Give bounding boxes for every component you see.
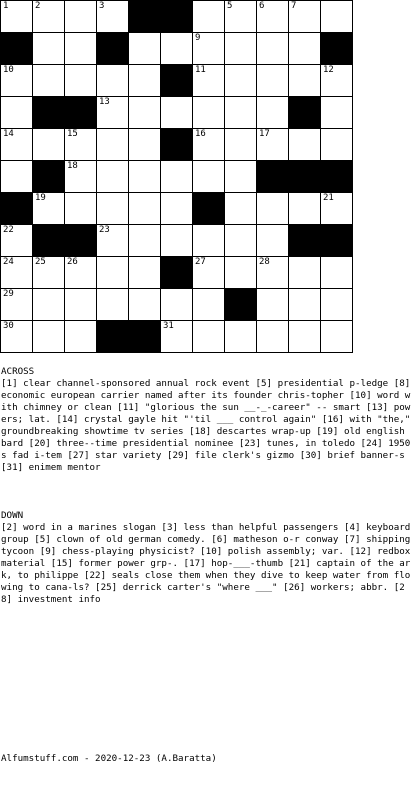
grid-block bbox=[129, 1, 161, 33]
grid-cell[interactable] bbox=[1, 161, 33, 193]
grid-cell[interactable] bbox=[225, 129, 257, 161]
grid-cell[interactable] bbox=[257, 289, 289, 321]
clue-number: 15 bbox=[67, 129, 78, 139]
grid-block bbox=[289, 161, 321, 193]
grid-block bbox=[257, 161, 289, 193]
grid-cell[interactable] bbox=[1, 257, 33, 289]
grid-cell[interactable] bbox=[289, 33, 321, 65]
grid-block bbox=[321, 225, 353, 257]
grid-cell[interactable] bbox=[129, 65, 161, 97]
clue-number: 6 bbox=[259, 1, 265, 11]
grid-block bbox=[289, 97, 321, 129]
grid-cell[interactable] bbox=[289, 289, 321, 321]
clue-number: 29 bbox=[3, 289, 14, 299]
grid-cell[interactable] bbox=[161, 97, 193, 129]
grid-cell[interactable] bbox=[129, 161, 161, 193]
grid-cell[interactable] bbox=[225, 257, 257, 289]
grid-cell[interactable] bbox=[1, 65, 33, 97]
clue-number: 24 bbox=[3, 257, 14, 267]
grid-cell[interactable] bbox=[321, 193, 353, 225]
grid-cell[interactable] bbox=[1, 129, 33, 161]
grid-cell[interactable] bbox=[321, 129, 353, 161]
grid-cell[interactable] bbox=[97, 257, 129, 289]
grid-cell[interactable] bbox=[33, 65, 65, 97]
grid-cell[interactable] bbox=[65, 257, 97, 289]
grid-cell[interactable] bbox=[225, 1, 257, 33]
grid-cell[interactable] bbox=[161, 321, 193, 353]
grid-cell[interactable] bbox=[257, 65, 289, 97]
grid-cell[interactable] bbox=[321, 97, 353, 129]
grid-cell[interactable] bbox=[193, 129, 225, 161]
grid-cell[interactable] bbox=[97, 289, 129, 321]
grid-cell[interactable] bbox=[193, 225, 225, 257]
grid-block bbox=[321, 33, 353, 65]
clue-number: 10 bbox=[3, 65, 14, 75]
grid-block bbox=[97, 321, 129, 353]
grid-cell[interactable] bbox=[193, 33, 225, 65]
grid-cell[interactable] bbox=[321, 257, 353, 289]
grid-cell[interactable] bbox=[161, 225, 193, 257]
clue-number: 21 bbox=[323, 193, 334, 203]
grid-cell[interactable] bbox=[225, 33, 257, 65]
grid-cell[interactable] bbox=[97, 193, 129, 225]
down-heading: DOWN bbox=[1, 510, 24, 521]
grid-block bbox=[33, 161, 65, 193]
grid-cell[interactable] bbox=[289, 65, 321, 97]
clue-number: 16 bbox=[195, 129, 206, 139]
grid-cell[interactable] bbox=[321, 1, 353, 33]
grid-cell[interactable] bbox=[225, 65, 257, 97]
grid-block bbox=[321, 161, 353, 193]
clue-number: 11 bbox=[195, 65, 206, 75]
grid-block bbox=[65, 225, 97, 257]
grid-cell[interactable] bbox=[257, 1, 289, 33]
grid-block bbox=[161, 65, 193, 97]
grid-cell[interactable] bbox=[65, 321, 97, 353]
clue-number: 26 bbox=[67, 257, 78, 267]
grid-block bbox=[33, 225, 65, 257]
clue-number: 1 bbox=[3, 1, 9, 11]
grid-block bbox=[97, 33, 129, 65]
grid-cell[interactable] bbox=[65, 33, 97, 65]
grid-cell[interactable] bbox=[257, 257, 289, 289]
clue-number: 14 bbox=[3, 129, 14, 139]
down-clues: [2] word in a marines slogan [3] less than helpful passengers [4] keyboard group [5] clown of old german comedy. [6] matheson o-r conway [7] shipping tycoon [9] chess-playing physicist? [10] polish assembly; var. [12] redbox material [15] former power grp-. [17] hop-___-thumb [21] captain of the ark, to philippe [22] seals close them when they dive to keep water from flowing to cana-ls? [25] derrick carter's "where ___" [26] workers; abbr. [28] investment info bbox=[1, 522, 416, 605]
clue-number: 3 bbox=[99, 1, 105, 11]
grid-cell[interactable] bbox=[193, 65, 225, 97]
clue-number: 22 bbox=[3, 225, 14, 235]
grid-cell[interactable] bbox=[33, 289, 65, 321]
grid-cell[interactable] bbox=[1, 321, 33, 353]
grid-cell[interactable] bbox=[97, 97, 129, 129]
grid-cell[interactable] bbox=[97, 1, 129, 33]
clue-number: 9 bbox=[195, 33, 201, 43]
grid-cell[interactable] bbox=[97, 161, 129, 193]
grid-cell[interactable] bbox=[289, 257, 321, 289]
grid-cell[interactable] bbox=[321, 289, 353, 321]
grid-cell[interactable] bbox=[33, 257, 65, 289]
grid-cell[interactable] bbox=[257, 321, 289, 353]
grid-cell[interactable] bbox=[97, 65, 129, 97]
grid-cell[interactable] bbox=[1, 289, 33, 321]
grid-cell[interactable] bbox=[65, 1, 97, 33]
clue-number: 25 bbox=[35, 257, 46, 267]
grid-cell[interactable] bbox=[193, 161, 225, 193]
clue-number: 31 bbox=[163, 321, 174, 331]
clue-number: 2 bbox=[35, 1, 41, 11]
grid-cell[interactable] bbox=[289, 1, 321, 33]
clue-number: 7 bbox=[291, 1, 297, 11]
grid-cell[interactable] bbox=[1, 1, 33, 33]
grid-cell[interactable] bbox=[225, 193, 257, 225]
grid-cell[interactable] bbox=[65, 193, 97, 225]
grid-block bbox=[161, 1, 193, 33]
clue-number: 19 bbox=[35, 193, 46, 203]
grid-cell[interactable] bbox=[257, 129, 289, 161]
grid-cell[interactable] bbox=[65, 65, 97, 97]
grid-cell[interactable] bbox=[193, 257, 225, 289]
clue-number: 18 bbox=[67, 161, 78, 171]
grid-cell[interactable] bbox=[129, 97, 161, 129]
grid-block bbox=[225, 289, 257, 321]
grid-cell[interactable] bbox=[289, 193, 321, 225]
grid-block bbox=[1, 193, 33, 225]
grid-block bbox=[193, 193, 225, 225]
footer-credit: Alfumstuff.com - 2020-12-23 (A.Baratta) bbox=[1, 753, 217, 764]
grid-cell[interactable] bbox=[33, 193, 65, 225]
grid-cell[interactable] bbox=[225, 161, 257, 193]
grid-cell[interactable] bbox=[33, 33, 65, 65]
grid-cell[interactable] bbox=[161, 161, 193, 193]
clue-number: 30 bbox=[3, 321, 14, 331]
grid-block bbox=[161, 129, 193, 161]
grid-cell[interactable] bbox=[65, 289, 97, 321]
grid-cell[interactable] bbox=[257, 97, 289, 129]
grid-cell[interactable] bbox=[1, 97, 33, 129]
grid-cell[interactable] bbox=[129, 193, 161, 225]
grid-block bbox=[33, 97, 65, 129]
grid-cell[interactable] bbox=[129, 289, 161, 321]
grid-cell[interactable] bbox=[161, 289, 193, 321]
grid-cell[interactable] bbox=[33, 1, 65, 33]
grid-cell[interactable] bbox=[193, 97, 225, 129]
grid-cell[interactable] bbox=[129, 33, 161, 65]
grid-cell[interactable] bbox=[33, 129, 65, 161]
grid-block bbox=[129, 321, 161, 353]
grid-cell[interactable] bbox=[33, 321, 65, 353]
clue-number: 28 bbox=[259, 257, 270, 267]
across-clues: [1] clear channel-sponsored annual rock event [5] presidential p-ledge [8] economic european carrier named after its founder chris-topher [10] word with chimney or clean [11] "glorious the sun __-_-career" -- smart [13] powers; lat. [14] crystal gayle hit "'til ___ control again" [16] with "the," groundbreaking showtime tv series [18] descartes wrap-up [19] old english bard [20] three--time presidential nominee [23] tunes, in toledo [24] 1950s fad i-tem [27] star variety [29] file clerk's gizmo [30] brief banner-s [31] enimem mentor bbox=[1, 378, 416, 473]
crossword-grid bbox=[0, 0, 353, 353]
clue-number: 13 bbox=[99, 97, 110, 107]
grid-block bbox=[1, 33, 33, 65]
grid-cell[interactable] bbox=[1, 225, 33, 257]
grid-cell[interactable] bbox=[161, 193, 193, 225]
grid-cell[interactable] bbox=[65, 161, 97, 193]
clue-number: 17 bbox=[259, 129, 270, 139]
grid-block bbox=[161, 257, 193, 289]
grid-cell[interactable] bbox=[97, 225, 129, 257]
clue-number: 12 bbox=[323, 65, 334, 75]
grid-cell[interactable] bbox=[193, 321, 225, 353]
grid-cell[interactable] bbox=[257, 193, 289, 225]
grid-cell[interactable] bbox=[193, 1, 225, 33]
grid-cell[interactable] bbox=[321, 321, 353, 353]
grid-cell[interactable] bbox=[193, 289, 225, 321]
grid-cell[interactable] bbox=[225, 97, 257, 129]
clue-number: 23 bbox=[99, 225, 110, 235]
grid-block bbox=[65, 97, 97, 129]
grid-cell[interactable] bbox=[129, 225, 161, 257]
clue-number: 27 bbox=[195, 257, 206, 267]
grid-cell[interactable] bbox=[225, 321, 257, 353]
across-heading: ACROSS bbox=[1, 366, 35, 377]
grid-cell[interactable] bbox=[321, 65, 353, 97]
grid-cell[interactable] bbox=[129, 129, 161, 161]
grid-cell[interactable] bbox=[225, 225, 257, 257]
grid-block bbox=[289, 225, 321, 257]
clue-number: 5 bbox=[227, 1, 233, 11]
grid-cell[interactable] bbox=[65, 129, 97, 161]
grid-cell[interactable] bbox=[161, 33, 193, 65]
grid-cell[interactable] bbox=[257, 225, 289, 257]
grid-cell[interactable] bbox=[289, 129, 321, 161]
grid-cell[interactable] bbox=[289, 321, 321, 353]
grid-cell[interactable] bbox=[129, 257, 161, 289]
grid-cell[interactable] bbox=[257, 33, 289, 65]
grid-cell[interactable] bbox=[97, 129, 129, 161]
